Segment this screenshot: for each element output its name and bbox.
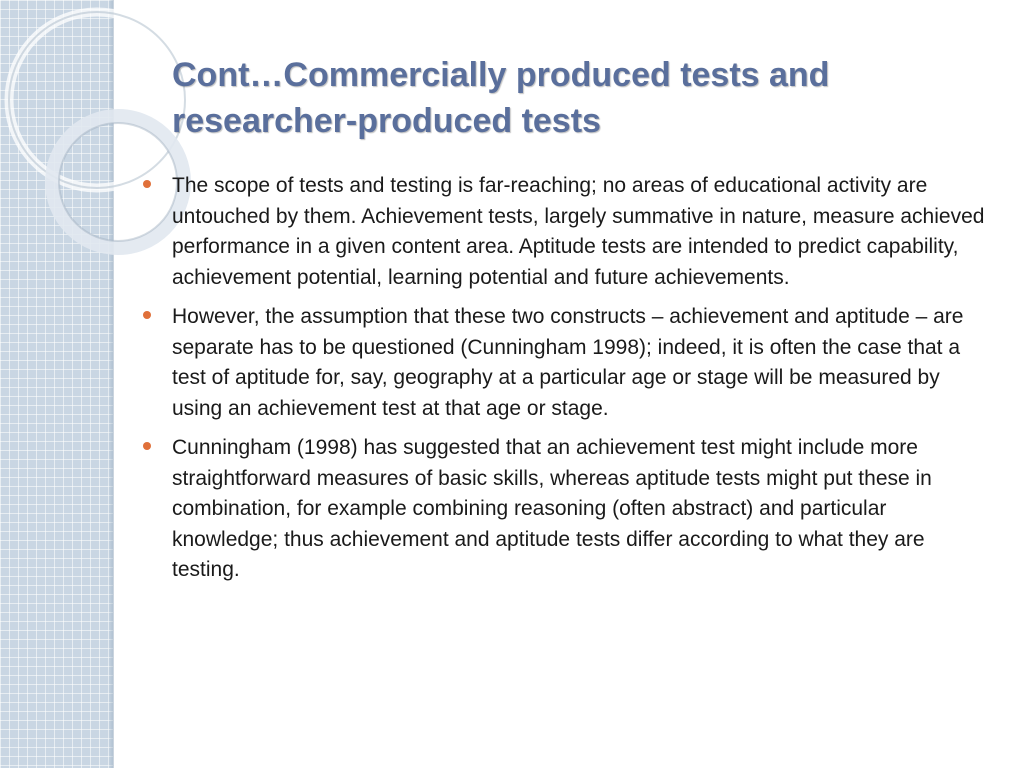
- bullet-list: [143, 171, 993, 595]
- bullet-text: However, the assumption that these two constructs – achievement and aptitude – are separate has to be questioned (Cunningham 1998); indeed, it is often the case that a test of aptitude for, say, geography at a particular age or stage will be measured by using an achievement test at that age or stage.: [172, 305, 964, 420]
- band-edge-shadow: [108, 0, 114, 768]
- bullet-text: Cunningham (1998) has suggested that an achievement test might include more straightforward measures of basic skills, whereas aptitude tests might put these in combination, for example combining reasoning (often abstract) and particular knowledge; thus achievement and aptitude tests differ according to what they are testing.: [172, 436, 932, 581]
- slide-title-line-2: researcher-produced tests: [172, 102, 601, 140]
- bullet-item: [143, 302, 993, 424]
- bullet-item: [143, 433, 993, 586]
- bullet-dot-icon: [143, 180, 151, 188]
- bullet-text: The scope of tests and testing is far-reaching; no areas of educational activity are untouched by them. Achievement tests, largely summative in nature, measure achieved performance in a given content area. Aptitude tests are intended to predict capability, achievement potential, learning potential and future achievements.: [172, 174, 985, 289]
- bullet-dot-icon: [143, 442, 151, 450]
- slide-title-line-1: Cont…Commercially produced tests and: [172, 56, 830, 94]
- slide-title: [172, 52, 972, 144]
- decorative-grid-band: [0, 0, 113, 768]
- bullet-item: [143, 171, 993, 293]
- bullet-dot-icon: [143, 311, 151, 319]
